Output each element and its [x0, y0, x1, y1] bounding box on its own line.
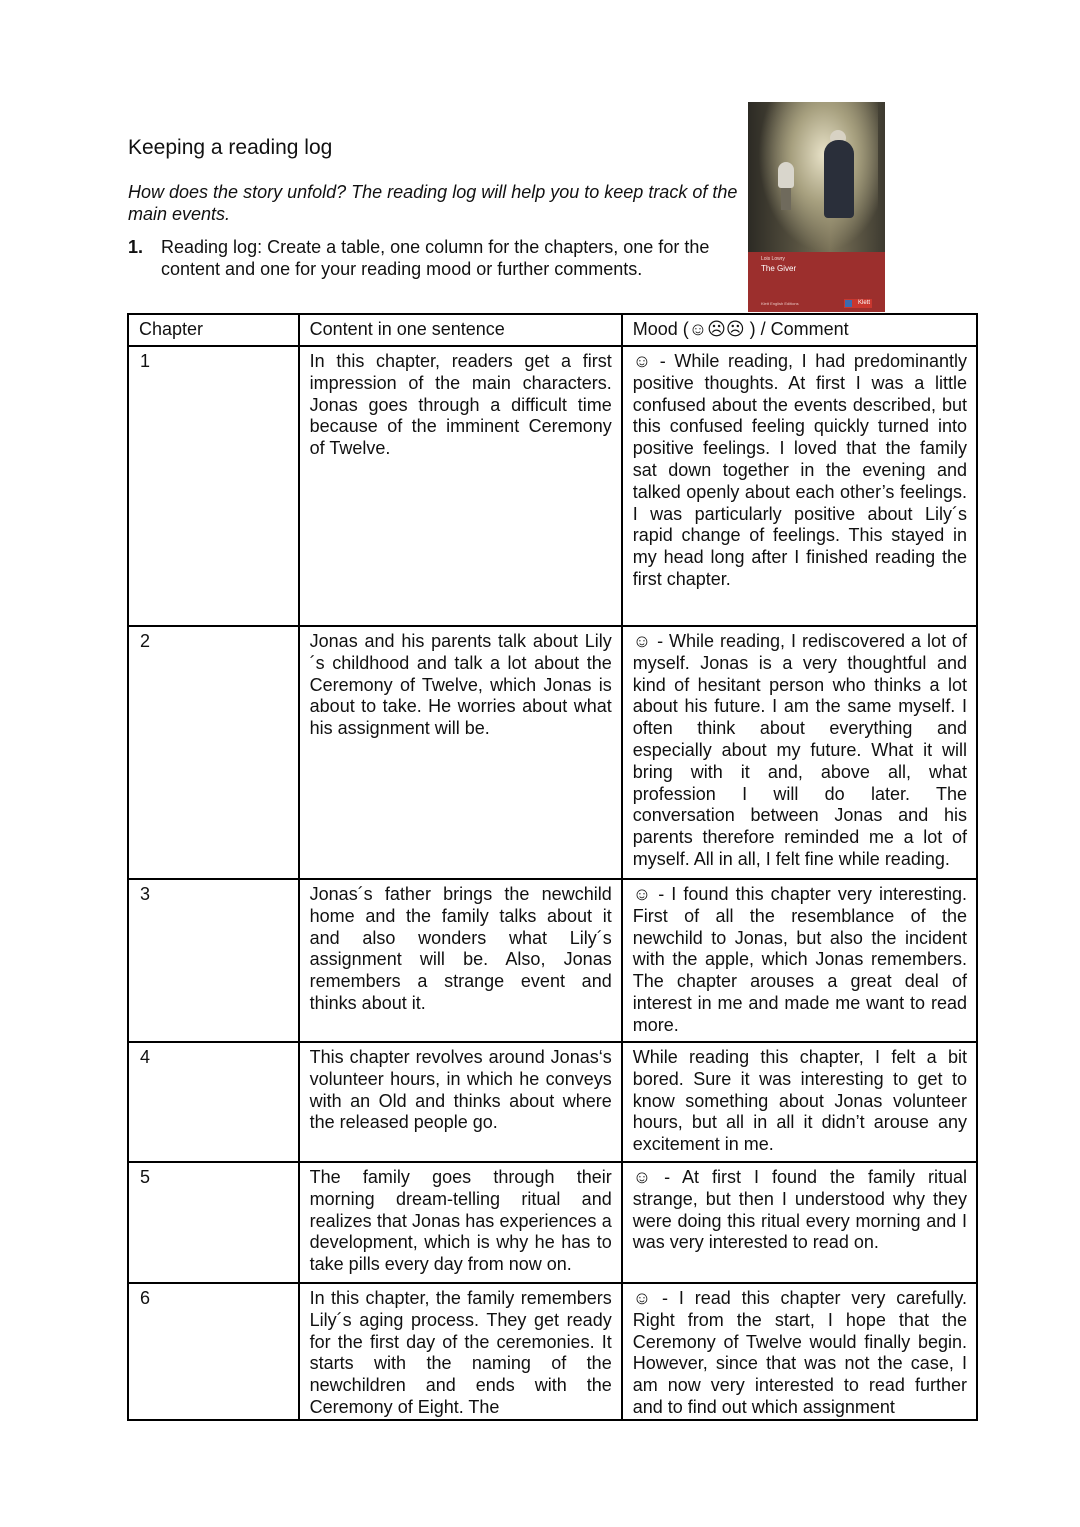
- table-row: [128, 1283, 977, 1420]
- chapter-cell: 3: [128, 879, 299, 1042]
- table-header-row: [128, 314, 977, 346]
- table-row: [128, 1162, 977, 1283]
- content-cell: The family goes through their morning dream-telling ritual and realizes that Jonas has experiences a development, which is why he has to take pills every day from now on.: [299, 1162, 622, 1283]
- task-instruction: [128, 236, 738, 280]
- chapter-cell: 1: [128, 346, 299, 626]
- book-cover-image: [748, 102, 885, 312]
- comment-cell: ☺ - I read this chapter very carefully. Right from the start, I hope that the Ceremony of Twelve would finally begin. However, since that was not the case, I am now very interested to read further and to find out which assignment: [622, 1283, 977, 1420]
- table-row: [128, 879, 977, 1042]
- header-mood-comment: Mood (☺☹☹ ) / Comment: [622, 314, 977, 346]
- comment-cell: ☺ - At first I found the family ritual strange, but then I understood why they were doing this ritual every morning and I was very interested to read on.: [622, 1162, 977, 1283]
- table-row: [128, 346, 977, 626]
- chapter-cell: 5: [128, 1162, 299, 1283]
- cover-title: The Giver: [761, 264, 797, 273]
- comment-cell: While reading this chapter, I felt a bit bored. Sure it was interesting to get to know something about Jonas volunteer hours, but all in all it didn’t arouse any excitement in me.: [622, 1042, 977, 1162]
- task-number: 1.: [128, 237, 144, 257]
- comment-cell: ☺ - While reading, I rediscovered a lot of myself. Jonas is a very thoughtful and kind of hesitant person who thinks a lot about his future. I am the same myself. I often think about everything and especially about my future. What it will bring with it and, above all, what profession I will do later. The conversation between Jonas and his parents therefore reminded me a lot of myself. All in all, I felt fine while reading.: [622, 626, 977, 879]
- cover-author: Lois Lowry: [761, 256, 785, 262]
- content-cell: Jonas´s father brings the newchild home and the family talks about it and also wonders what Lily´s assignment will be. Also, Jonas remembers a strange event and thinks about it.: [299, 879, 622, 1042]
- table-row: [128, 626, 977, 879]
- chapter-cell: 6: [128, 1283, 299, 1420]
- header-content: Content in one sentence: [299, 314, 622, 346]
- old-man-figure: [824, 140, 854, 218]
- comment-cell: ☺ - While reading, I had predominantly positive thoughts. At first I was a little confused about the events described, but this confused feeling quickly turned into positive feelings. I loved that the family sat down together in the evening and talked openly about each other’s feelings. I was particularly positive about Lily´s rapid change of feelings. This stayed in my head long after I finished reading the first chapter.: [622, 346, 977, 626]
- content-cell: In this chapter, the family remembers Lily´s aging process. They get ready for the first day of the ceremonies. It starts with the naming of the newchildren and ends with the Ceremony of Eight. The: [299, 1283, 622, 1420]
- content-cell: This chapter revolves around Jonas‘s volunteer hours, in which he conveys with an Old and thinks about where the released people go.: [299, 1042, 622, 1162]
- child-figure: [778, 162, 794, 188]
- chapter-cell: 4: [128, 1042, 299, 1162]
- reading-log-table: [127, 313, 978, 1421]
- task-text: Reading log: Create a table, one column for the chapters, one for the content and one for your reading mood or further comments.: [161, 237, 710, 279]
- comment-cell: ☺ - I found this chapter very interesting. First of all the resemblance of the newchild to Jonas, but also the incident with the apple, which Jonas remembers. The chapter arouses a great deal of interest in me and made me want to read more.: [622, 879, 977, 1042]
- cover-series: Klett English Editions: [761, 301, 799, 306]
- page-heading: Keeping a reading log: [128, 136, 333, 159]
- table-row: [128, 1042, 977, 1162]
- content-cell: Jonas and his parents talk about Lily´s childhood and talk a lot about the Ceremony of Twelve, which Jonas is about to take. He worries about what his assignment will be.: [299, 626, 622, 879]
- header-chapter: Chapter: [128, 314, 299, 346]
- publisher-logo: Klett: [844, 299, 872, 308]
- content-cell: In this chapter, readers get a first impression of the main characters. Jonas goes through a difficult time because of the imminent Ceremony of Twelve.: [299, 346, 622, 626]
- chapter-cell: 2: [128, 626, 299, 879]
- intro-text: How does the story unfold? The reading log will help you to keep track of the main events.: [128, 182, 738, 224]
